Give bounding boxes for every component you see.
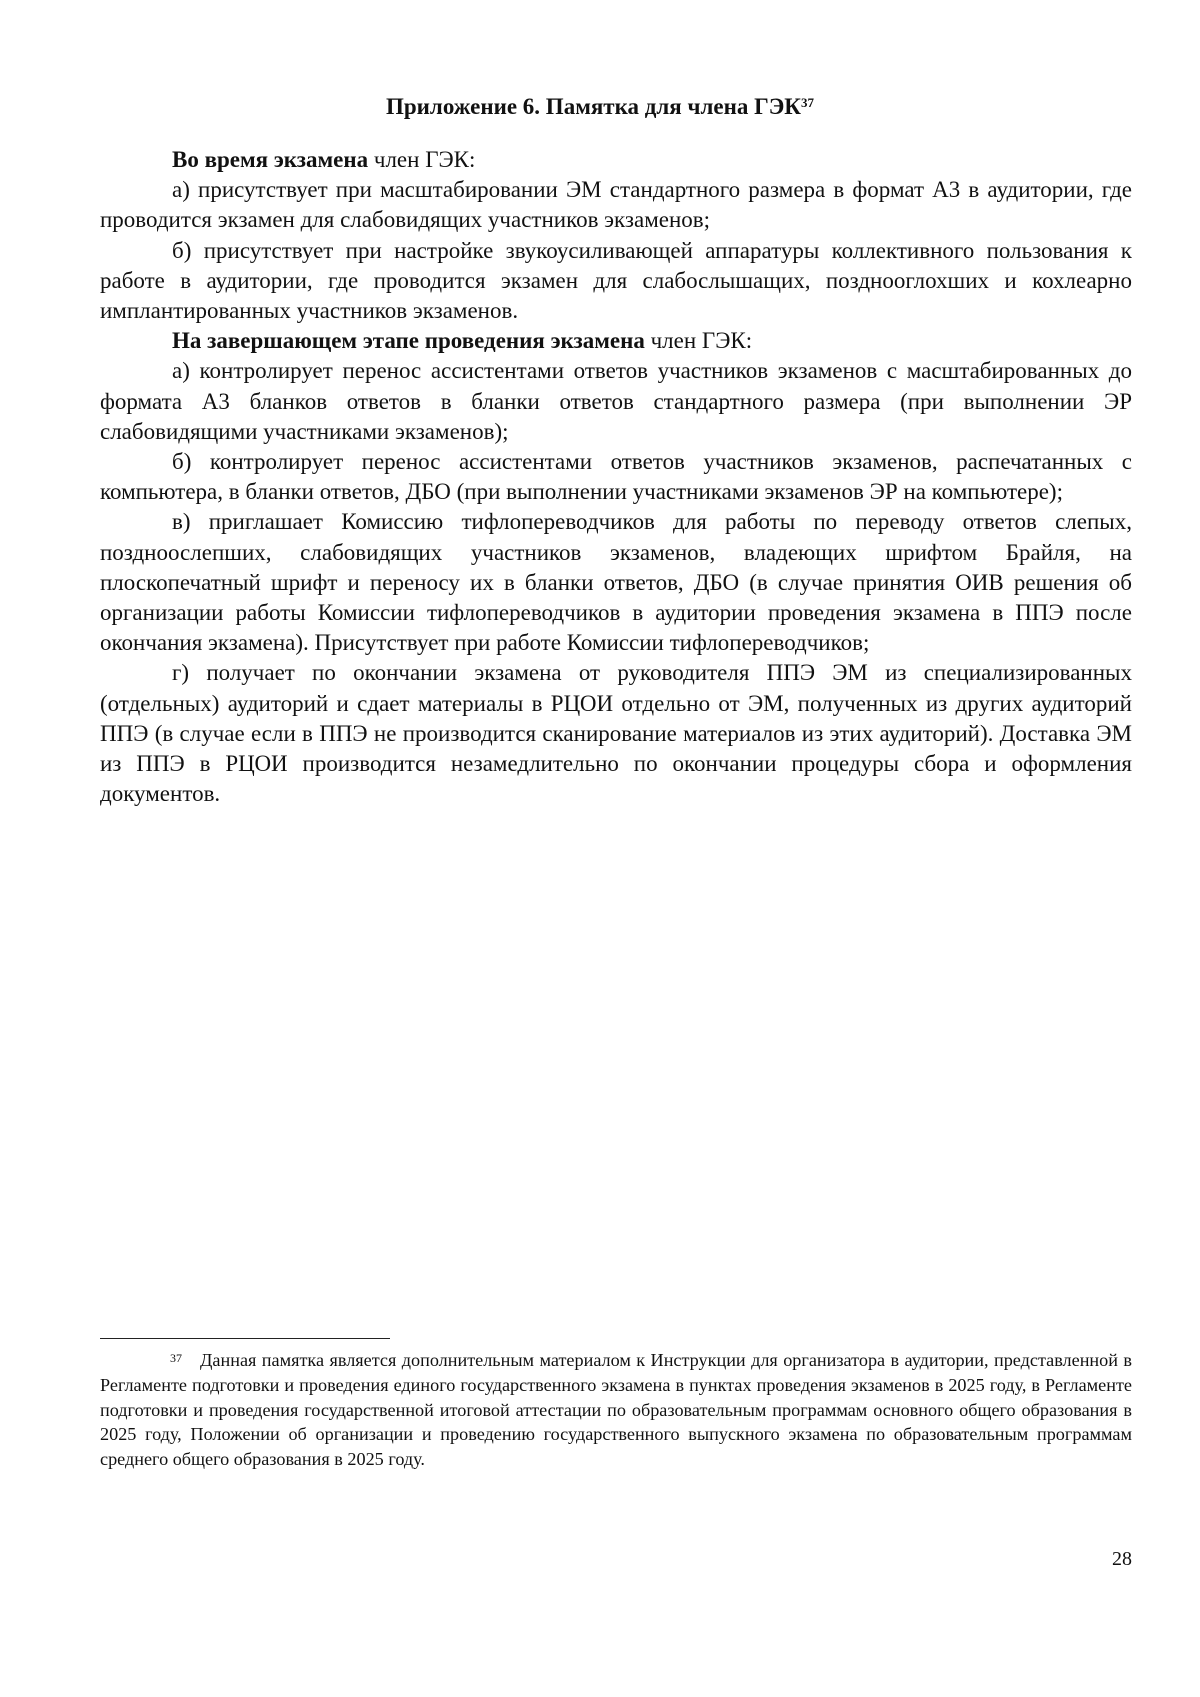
section-heading-final: [100, 326, 1132, 356]
paragraph-final-b: б) контролирует перенос ассистентами ответов участников экзаменов, распечатанных с компьютера, в бланки ответов, ДБО (при выполнении участниками экзаменов ЭР на компьютере);: [100, 449, 1132, 505]
page-number: 28: [1112, 1548, 1132, 1570]
page-title-text: Приложение 6. Памятка для члена ГЭК: [386, 94, 801, 119]
paragraph-during-a: а) присутствует при масштабировании ЭМ стандартного размера в формат А3 в аудитории, где проводится экзамен для слабовидящих участников экзаменов;: [100, 177, 1132, 233]
footnote: [100, 1348, 1132, 1472]
section-heading-during-bold: Во время экзамена: [172, 147, 369, 172]
page-title: [0, 92, 1200, 122]
title-footnote-ref: 37: [801, 95, 814, 110]
section-heading-during-tail: член ГЭК:: [368, 147, 476, 172]
paragraph-final-a: а) контролирует перенос ассистентами ответов участников экзаменов с масштабированных до формата А3 бланков ответов в бланки ответов стандартного размера (при выполнении ЭР слабовидящими участниками экзаменов);: [100, 358, 1132, 444]
footnote-divider: [100, 1338, 390, 1339]
section-heading-final-tail: член ГЭК:: [644, 328, 753, 354]
paragraph-final-d: г) получает по окончании экзамена от руководителя ППЭ ЭМ из специализированных (отдельных) аудиторий и сдает материалы в РЦОИ отдельно от ЭМ, полученных из других аудиторий ППЭ (в случае если в ППЭ не производится сканирование материалов из этих аудиторий). Доставка ЭМ из ППЭ в РЦОИ производится незамедлительно по окончании процедуры сбора и оформления документов.: [100, 660, 1132, 807]
document-body: [100, 145, 1132, 809]
section-heading-final-bold: На завершающем этапе проведения экзамена: [172, 328, 645, 354]
section-heading-during: [100, 145, 1132, 175]
footnote-number: 37: [170, 1351, 182, 1365]
paragraph-during-b: б) присутствует при настройке звукоусиливающей аппаратуры коллективного пользования к работе в аудитории, где проводится экзамен для слабослышащих, позднооглохших и кохлеарно имплантированных участников экзаменов.: [100, 237, 1132, 324]
footnote-text: Данная памятка является дополнительным материалом к Инструкции для организатора в аудитории, представленной в Регламенте подготовки и проведения единого государственного экзамена в пунктах проведения экзаменов в 2025 году, в Регламенте подготовки и проведения государственной итоговой аттестации по образовательным программам основного общего образования в 2025 году, Положении об организации и проведению государственного выпускного экзамена по образовательным программам среднего общего образования в 2025 году.: [100, 1350, 1132, 1470]
paragraph-final-c: в) приглашает Комиссию тифлопереводчиков для работы по переводу ответов слепых, поздноослепших, слабовидящих участников экзаменов, владеющих шрифтом Брайля, на плоскопечатный шрифт и переносу их в бланки ответов, ДБО (в случае принятия ОИВ решения об организации работы Комиссии тифлопереводчиков в аудитории проведения экзамена в ППЭ после окончания экзамена). Присутствует при работе Комиссии тифлопереводчиков;: [100, 509, 1132, 656]
